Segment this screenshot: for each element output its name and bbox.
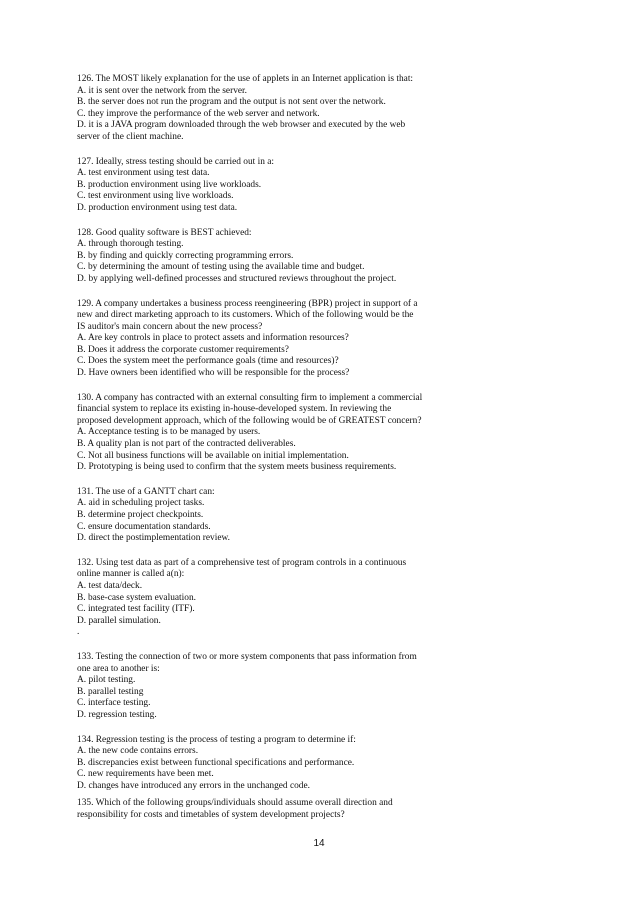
answer-option: C. integrated test facility (ITF). [77, 604, 195, 615]
question-stem-line: 133. Testing the connection of two or more system components that pass information from [77, 651, 417, 662]
answer-option: C. they improve the performance of the web server and network. [77, 108, 320, 119]
answer-option: server of the client machine. [77, 131, 184, 142]
answer-option: C. test environment using live workloads. [77, 191, 234, 202]
answer-option: D. Have owners been identified who will be responsible for the process? [77, 368, 350, 379]
answer-option: C. by determining the amount of testing using the available time and budget. [77, 262, 365, 273]
answer-option: A. Acceptance testing is to be managed by users. [77, 427, 261, 438]
question-stem-line: responsibility for costs and timetables of system development projects? [77, 809, 345, 820]
question-block [77, 74, 567, 144]
question-block [77, 299, 567, 380]
answer-option: C. interface testing. [77, 698, 151, 709]
answer-option: B. parallel testing [77, 686, 144, 697]
question-135 [77, 798, 567, 821]
answer-option: . [77, 627, 80, 638]
question-stem-line: online manner is called a(n): [77, 569, 185, 580]
answer-option: A. the new code contains errors. [77, 746, 199, 757]
question-stem-line: proposed development approach, which of the following would be of GREATEST concern? [77, 415, 422, 426]
answer-option: A. test data/deck. [77, 580, 143, 591]
answer-option: A. test environment using test data. [77, 168, 210, 179]
question-block [77, 228, 567, 286]
answer-option: C. Not all business functions will be available on initial implementation. [77, 450, 349, 461]
answer-option: A. it is sent over the network from the server. [77, 85, 248, 96]
answer-option: A. aid in scheduling project tasks. [77, 498, 205, 509]
answer-option: D. Prototyping is being used to confirm that the system meets business requirements. [77, 462, 397, 473]
answer-option: D. by applying well-defined processes and structured reviews throughout the project. [77, 273, 397, 284]
question-stem-line: new and direct marketing approach to its customers. Which of the following would be the [77, 310, 414, 321]
question-block [77, 157, 567, 215]
answer-option: B. determine project checkpoints. [77, 510, 204, 520]
question-stem-line: IS auditor's main concern about the new process? [77, 321, 263, 332]
answer-option: D. parallel simulation. [77, 615, 161, 626]
answer-option: B. by finding and quickly correcting programming errors. [77, 250, 294, 261]
question-stem-line: 130. A company has contracted with an external consulting firm to implement a commercial [77, 392, 423, 403]
answer-option: B. A quality plan is not part of the contracted deliverables. [77, 439, 296, 450]
question-block [77, 735, 567, 793]
answer-option: D. direct the postimplementation review. [77, 533, 230, 544]
page-number: 14 [313, 838, 325, 849]
question-stem-line: 134. Regression testing is the process of testing a program to determine if: [77, 734, 356, 745]
question-stem-line: 131. The use of a GANTT chart can: [77, 486, 215, 497]
answer-option: D. changes have introduced any errors in the unchanged code. [77, 780, 310, 791]
question-block [77, 487, 567, 545]
question-stem-line: 126. The MOST likely explanation for the use of applets in an Internet application is that: [77, 74, 414, 84]
question-block [77, 558, 567, 639]
answer-option: B. production environment using live workloads. [77, 179, 262, 190]
answer-option: C. Does the system meet the performance goals (time and resources)? [77, 356, 339, 367]
answer-option: A. through thorough testing. [77, 239, 184, 250]
question-list [77, 74, 567, 805]
answer-option: D. regression testing. [77, 709, 157, 720]
question-stem-line: one area to another is: [77, 663, 160, 674]
answer-option: C. ensure documentation standards. [77, 521, 211, 532]
answer-option: D. production environment using test data. [77, 202, 238, 213]
answer-option: A. pilot testing. [77, 675, 136, 686]
question-stem-line: 132. Using test data as part of a comprehensive test of program controls in a continuous [77, 557, 407, 568]
question-block [77, 393, 567, 474]
question-block [77, 652, 567, 722]
answer-option: A. Are key controls in place to protect assets and information resources? [77, 333, 349, 344]
answer-option: C. new requirements have been met. [77, 769, 214, 780]
question-stem-line: 135. Which of the following groups/individuals should assume overall direction and [77, 798, 393, 808]
answer-option: B. the server does not run the program and the output is not sent over the network. [77, 97, 386, 108]
answer-option: B. discrepancies exist between functional specifications and performance. [77, 757, 355, 768]
answer-option: B. base-case system evaluation. [77, 592, 196, 603]
question-stem-line: 128. Good quality software is BEST achieved: [77, 227, 252, 238]
question-stem-line: financial system to replace its existing in-house-developed system. In reviewing the [77, 404, 392, 415]
question-stem-line: 127. Ideally, stress testing should be carried out in a: [77, 156, 275, 167]
answer-option: D. it is a JAVA program downloaded through the web browser and executed by the web [77, 120, 406, 131]
answer-option: B. Does it address the corporate customer requirements? [77, 344, 289, 355]
question-stem-line: 129. A company undertakes a business process reengineering (BPR) project in support of a [77, 298, 418, 309]
